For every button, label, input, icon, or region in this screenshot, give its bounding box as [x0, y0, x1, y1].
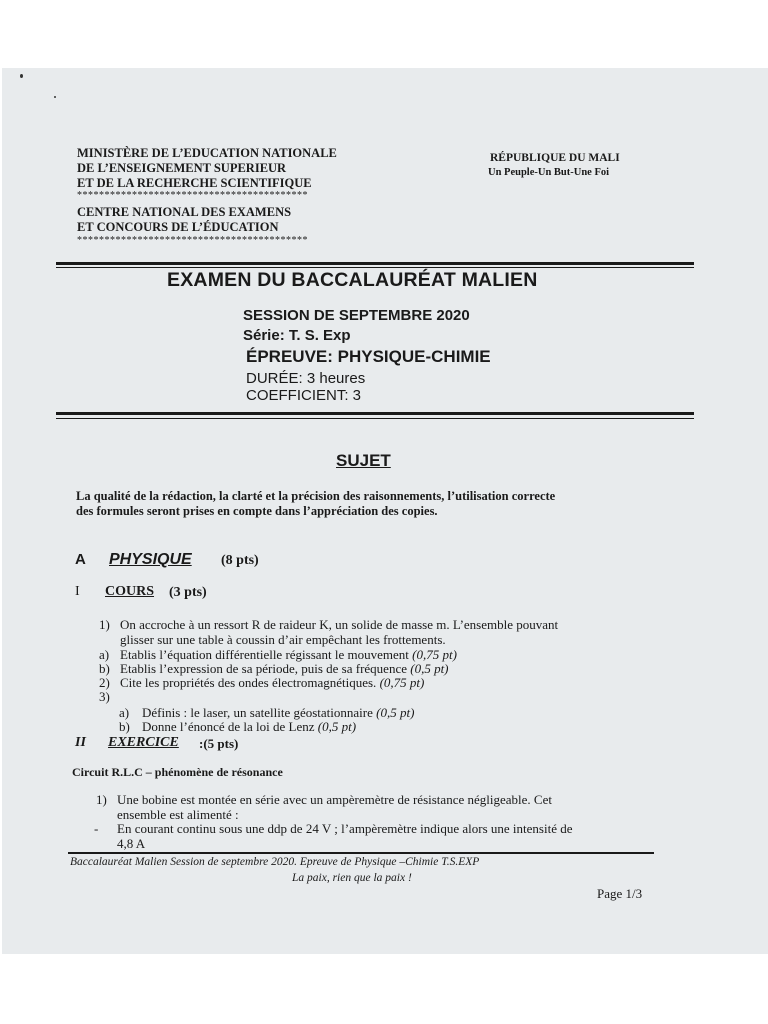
- q1-line: glisser sur une table à coussin d’air empêchant les frottements.: [120, 631, 446, 647]
- paper-speck: [54, 96, 56, 98]
- exam-epreuve: ÉPREUVE: PHYSIQUE-CHIMIE: [246, 347, 491, 366]
- q1-text: [120, 618, 558, 647]
- e1-line: Une bobine est montée en série avec un ampèremètre de résistance négligeable. Cet: [117, 792, 552, 807]
- qb-points: (0,5 pt): [410, 661, 449, 676]
- e1-line: ensemble est alimenté :: [117, 806, 239, 822]
- footer-rule: [68, 852, 654, 854]
- qa-text: Etablis l’équation différentielle régissant le mouvement: [120, 647, 409, 662]
- footer-line-1: Baccalauréat Malien Session de septembre 2020. Epreuve de Physique –Chimie T.S.EXP: [70, 856, 480, 868]
- q3b-number: b): [119, 719, 130, 734]
- qb-text: Etablis l’expression de sa période, puis de sa fréquence: [120, 661, 407, 676]
- q3a-number: a): [119, 705, 130, 720]
- ministry-block: [77, 146, 337, 191]
- q3b-points: (0,5 pt): [317, 719, 357, 734]
- q3b-item: [142, 720, 356, 735]
- physique-points: (8 pts): [221, 553, 259, 568]
- centre-line: CENTRE NATIONAL DES EXAMENS: [77, 205, 292, 219]
- q2-points: (0,75 pt): [379, 675, 425, 690]
- exercice-subtitle: Circuit R.L.C – phénomène de résonance: [72, 765, 283, 779]
- exam-page: [2, 68, 768, 954]
- instructions-line: La qualité de la rédaction, la clarté et la précision des raisonnements, l’utilisation correcte: [76, 489, 556, 503]
- q1-line: On accroche à un ressort R de raideur K, un solide de masse m. L’ensemble pouvant: [120, 617, 559, 632]
- e1-dash-line: En courant continu sous une ddp de 24 V ; l’ampèremètre indique alors une intensité de: [117, 821, 573, 836]
- q3a-points: (0,5 pt): [376, 705, 415, 720]
- instructions-line: des formules seront prises en compte dans l’appréciation des copies.: [76, 504, 438, 518]
- title-rule: [56, 412, 694, 415]
- exercice-title: EXERCICE: [108, 735, 179, 750]
- centre-block: [77, 205, 291, 235]
- section-letter: A: [75, 551, 86, 568]
- stars-separator: ******************************************: [77, 190, 308, 201]
- e1-dash-text: [117, 822, 573, 851]
- qa-number: a): [99, 647, 110, 662]
- q2-text: Cite les propriétés des ondes électromagnétiques.: [120, 675, 377, 690]
- header-rule-thin: [56, 267, 694, 268]
- instructions: [76, 489, 555, 519]
- page-number: Page 1/3: [597, 886, 643, 901]
- q2-item: [120, 676, 424, 691]
- q1-number: 1): [99, 617, 110, 632]
- cours-title: COURS: [105, 584, 155, 599]
- cours-points: (3 pts): [169, 585, 207, 600]
- header-rule: [56, 262, 694, 265]
- republic-name: RÉPUBLIQUE DU MALI: [490, 152, 620, 164]
- exam-session: SESSION DE SEPTEMBRE 2020: [243, 307, 470, 324]
- republic-motto: Un Peuple-Un But-Une Foi: [488, 167, 610, 178]
- cours-roman: I: [75, 584, 80, 599]
- ministry-line: ET DE LA RECHERCHE SCIENTIFIQUE: [77, 176, 312, 190]
- sujet-title: SUJET: [336, 451, 391, 470]
- stars-separator: ******************************************: [77, 235, 308, 246]
- q2-number: 2): [99, 675, 110, 690]
- exam-title: EXAMEN DU BACCALAURÉAT MALIEN: [167, 269, 538, 291]
- e1-dash-line: 4,8 A: [117, 835, 146, 851]
- exam-serie: Série: T. S. Exp: [243, 327, 351, 344]
- centre-line: ET CONCOURS DE L’ÉDUCATION: [77, 220, 279, 234]
- exercice-points: :(5 pts): [199, 736, 239, 751]
- e1-dash: -: [94, 821, 99, 836]
- q3a-text: Définis : le laser, un satellite géostationnaire: [142, 705, 373, 720]
- q3-number: 3): [99, 689, 110, 704]
- exam-duree: DURÉE: 3 heures: [246, 370, 366, 387]
- qb-number: b): [99, 661, 110, 676]
- paper-speck: [20, 74, 23, 78]
- q3b-text: Donne l’énoncé de la loi de Lenz: [142, 719, 315, 734]
- exam-coefficient: COEFFICIENT: 3: [246, 387, 362, 404]
- footer-line-2: La paix, rien que la paix !: [292, 872, 412, 884]
- e1-number: 1): [96, 792, 107, 807]
- qa-points: (0,75 pt): [412, 647, 457, 662]
- title-rule-thin: [56, 418, 694, 419]
- physique-title: PHYSIQUE: [109, 551, 192, 568]
- exercice-roman: II: [75, 735, 86, 750]
- ministry-line: MINISTÈRE DE L’EDUCATION NATIONALE: [77, 146, 337, 160]
- e1-text: [117, 793, 552, 822]
- ministry-line: DE L’ENSEIGNEMENT SUPERIEUR: [77, 161, 287, 175]
